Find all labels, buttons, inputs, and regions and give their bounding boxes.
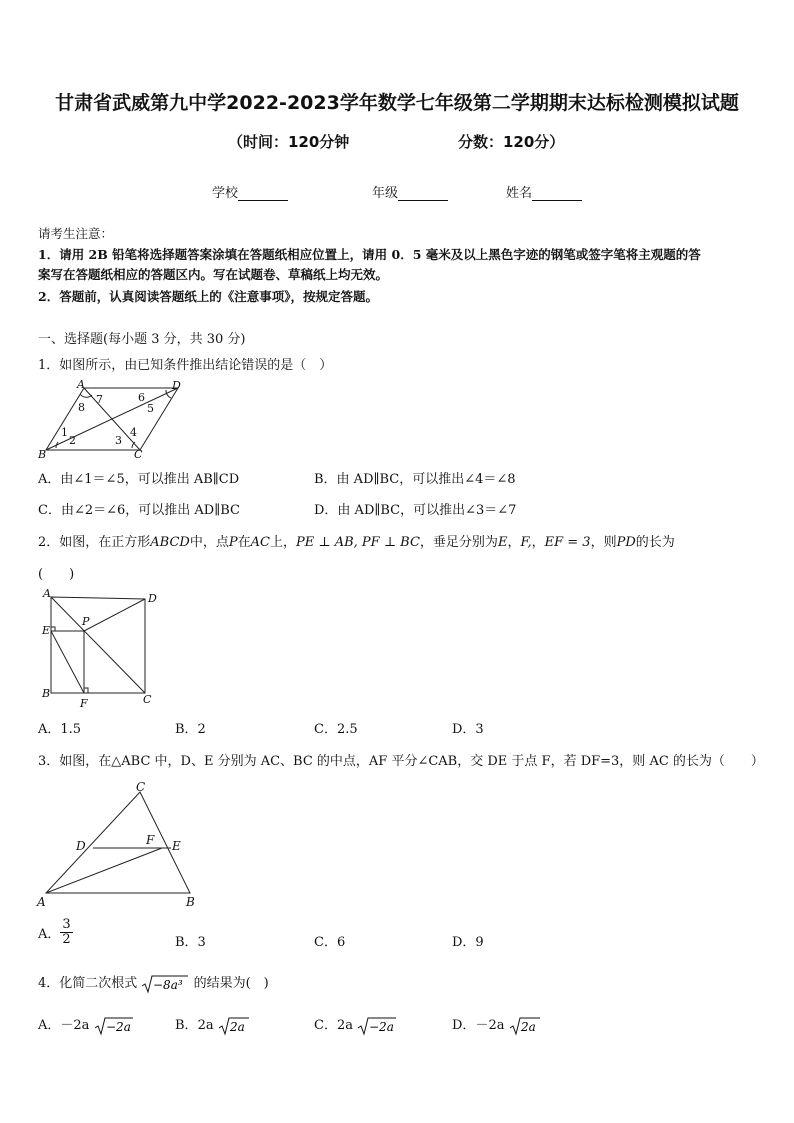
q1-fig-label-c: C xyxy=(134,448,143,458)
q1-option-c[interactable]: C．由∠2＝∠6，可以推出 AD∥BC xyxy=(38,503,240,518)
q2-math-pd: PD xyxy=(616,535,636,550)
q3-fig-label-d: D xyxy=(76,839,86,853)
page-title: 甘肃省武威第九中学2022-2023学年数学七年级第二学期期末达标检测模拟试题 xyxy=(55,92,739,114)
q4-radical xyxy=(141,974,189,994)
q4-option-d-radicand: 2a xyxy=(520,1019,536,1034)
notice-heading: 请考生注意： xyxy=(38,226,114,241)
q4-option-a[interactable] xyxy=(38,1014,134,1036)
q2-math-condition: PE ⊥ AB, PF ⊥ BC xyxy=(295,535,420,550)
q4-option-d-coef: －2a xyxy=(475,1018,505,1033)
q4-option-b-label: B． xyxy=(175,1018,198,1033)
q3-fraction-denominator: 2 xyxy=(62,932,71,947)
q1-fig-angle-3: 3 xyxy=(115,434,122,447)
q1-fig-label-a: A xyxy=(77,378,85,391)
q3-fig-label-e: E xyxy=(172,839,181,853)
q4-option-b-coef: 2a xyxy=(197,1018,214,1033)
q3-fig-label-b: B xyxy=(186,895,195,909)
q4-option-c-radical xyxy=(357,1016,397,1036)
q2-stem-part: 2．如图，在正方形 xyxy=(38,535,151,550)
q4-stem-part: 的结果为( ) xyxy=(193,976,269,991)
q2-stem-part: ，则 xyxy=(590,535,617,550)
q2-math-abcd: ABCD xyxy=(150,535,190,550)
q3-fig-label-c: C xyxy=(136,780,146,794)
q1-fig-label-b: B xyxy=(38,448,47,458)
q2-math-e: E xyxy=(497,535,508,550)
q1-option-b[interactable]: B．由 AD∥BC，可以推出∠4＝∠8 xyxy=(314,472,516,487)
q1-fig-label-d: D xyxy=(172,379,181,392)
q4-option-a-coef: －2a xyxy=(60,1018,90,1033)
q3-option-a-fraction xyxy=(60,918,72,947)
school-blank[interactable] xyxy=(238,187,288,201)
q2-fig-label-p: P xyxy=(82,615,90,628)
q4-radicand: −8a³ xyxy=(153,977,184,992)
q1-fig-angle-1: 1 xyxy=(61,426,68,439)
notice-line-1b: 案写在答题纸相应的答题区内。写在试题卷、草稿纸上均无效。 xyxy=(38,267,389,282)
q3-fig-label-a: A xyxy=(37,895,46,909)
q2-option-a[interactable]: A．1.5 xyxy=(38,722,82,737)
q1-fig-angle-4: 4 xyxy=(130,426,137,439)
grade-blank[interactable] xyxy=(398,187,448,201)
q1-fig-angle-6: 6 xyxy=(138,391,145,404)
q3-option-a-label: A． xyxy=(38,927,61,942)
q4-option-c-radicand: −2a xyxy=(369,1019,394,1034)
q4-option-b[interactable] xyxy=(175,1014,250,1036)
q3-option-d[interactable]: D．9 xyxy=(452,935,484,950)
q3-option-b[interactable]: B．3 xyxy=(175,935,206,950)
q1-fig-angle-8: 8 xyxy=(78,401,85,414)
q3-option-a[interactable] xyxy=(38,918,73,947)
q1-option-a[interactable]: A．由∠1＝∠5，可以推出 AB∥CD xyxy=(38,472,240,487)
exam-time: （时间：120分钟 xyxy=(228,133,350,151)
q2-stem-part: 在 xyxy=(237,535,251,550)
q4-option-c-coef: 2a xyxy=(336,1018,353,1033)
q2-stem-part: ， xyxy=(507,535,521,550)
q2-fig-label-a: A xyxy=(43,587,51,600)
q4-option-d[interactable] xyxy=(452,1014,541,1036)
q3-fig-label-f: F xyxy=(146,833,155,847)
q2-figure xyxy=(38,587,163,709)
q4-option-b-radicand: 2a xyxy=(229,1019,245,1034)
q3-stem: 3．如图，在△ABC 中，D、E 分别为 AC、BC 的中点，AF 平分∠CAB，交 DE 于点 F，若 DF=3，则 AC 的长为（ ） xyxy=(38,754,764,769)
q2-stem-part: 中，点 xyxy=(189,535,229,550)
q2-stem-part: ，垂足分别为 xyxy=(419,535,498,550)
q4-option-d-label: D． xyxy=(452,1018,476,1033)
q3-fraction-numerator: 3 xyxy=(62,917,71,932)
q2-stem-part: ， xyxy=(531,535,545,550)
q2-fig-label-d: D xyxy=(148,592,157,605)
q1-fig-angle-2: 2 xyxy=(69,434,76,447)
q4-option-a-label: A． xyxy=(38,1018,61,1033)
q3-figure xyxy=(34,778,204,913)
q2-stem-part: 的长为 xyxy=(635,535,675,550)
school-field[interactable] xyxy=(212,182,288,201)
q1-option-d[interactable]: D．由 AD∥BC，可以推出∠3＝∠7 xyxy=(314,503,517,518)
q2-math-f: F, xyxy=(520,535,532,550)
q3-option-c[interactable]: C．6 xyxy=(314,935,346,950)
q2-paren: ( ) xyxy=(38,567,75,582)
q2-fig-label-c: C xyxy=(143,693,152,706)
section-heading: 一、选择题(每小题 3 分，共 30 分) xyxy=(38,332,246,347)
q1-fig-angle-7: 7 xyxy=(96,393,103,406)
notice-line-2: 2．答题前，认真阅读答题纸上的《注意事项》，按规定答题。 xyxy=(38,289,378,304)
q2-stem-part: 上， xyxy=(269,535,296,550)
exam-score: 分数：120分） xyxy=(458,133,565,151)
q2-stem xyxy=(38,531,675,550)
q4-option-a-radicand: −2a xyxy=(105,1019,131,1034)
q1-stem: 1．如图所示，由已知条件推出结论错误的是（ ） xyxy=(38,358,333,373)
name-label: 姓名 xyxy=(506,186,533,201)
q2-math-ac: AC xyxy=(250,535,270,550)
q2-math-ef: EF = 3 xyxy=(544,535,591,550)
q1-figure xyxy=(36,378,186,458)
name-blank[interactable] xyxy=(532,187,582,201)
grade-field[interactable] xyxy=(372,182,448,201)
name-field[interactable] xyxy=(506,182,582,201)
q4-option-a-radical xyxy=(94,1016,134,1036)
q2-fig-label-e: E xyxy=(42,624,51,637)
grade-label: 年级 xyxy=(372,186,399,201)
q1-fig-angle-5: 5 xyxy=(147,402,154,415)
q4-stem-part: 4．化简二次根式 xyxy=(38,976,138,991)
q4-option-b-radical xyxy=(218,1016,250,1036)
q4-option-c-label: C． xyxy=(314,1018,337,1033)
q4-option-c[interactable] xyxy=(314,1014,397,1036)
q2-fig-label-b: B xyxy=(42,687,51,700)
q4-stem xyxy=(38,972,269,994)
q2-option-b[interactable]: B．2 xyxy=(175,722,206,737)
q2-math-p: P xyxy=(228,535,238,550)
notice-line-1a: 1．请用 2B 铅笔将选择题答案涂填在答题纸相应位置上，请用 0．5 毫米及以上黑色字迹的钢笔或签字笔将主观题的答 xyxy=(38,247,701,262)
q2-fig-label-f: F xyxy=(80,697,88,709)
q2-option-d[interactable]: D．3 xyxy=(452,722,484,737)
q4-option-d-radical xyxy=(509,1016,541,1036)
school-label: 学校 xyxy=(212,186,239,201)
q2-option-c[interactable]: C．2.5 xyxy=(314,722,358,737)
